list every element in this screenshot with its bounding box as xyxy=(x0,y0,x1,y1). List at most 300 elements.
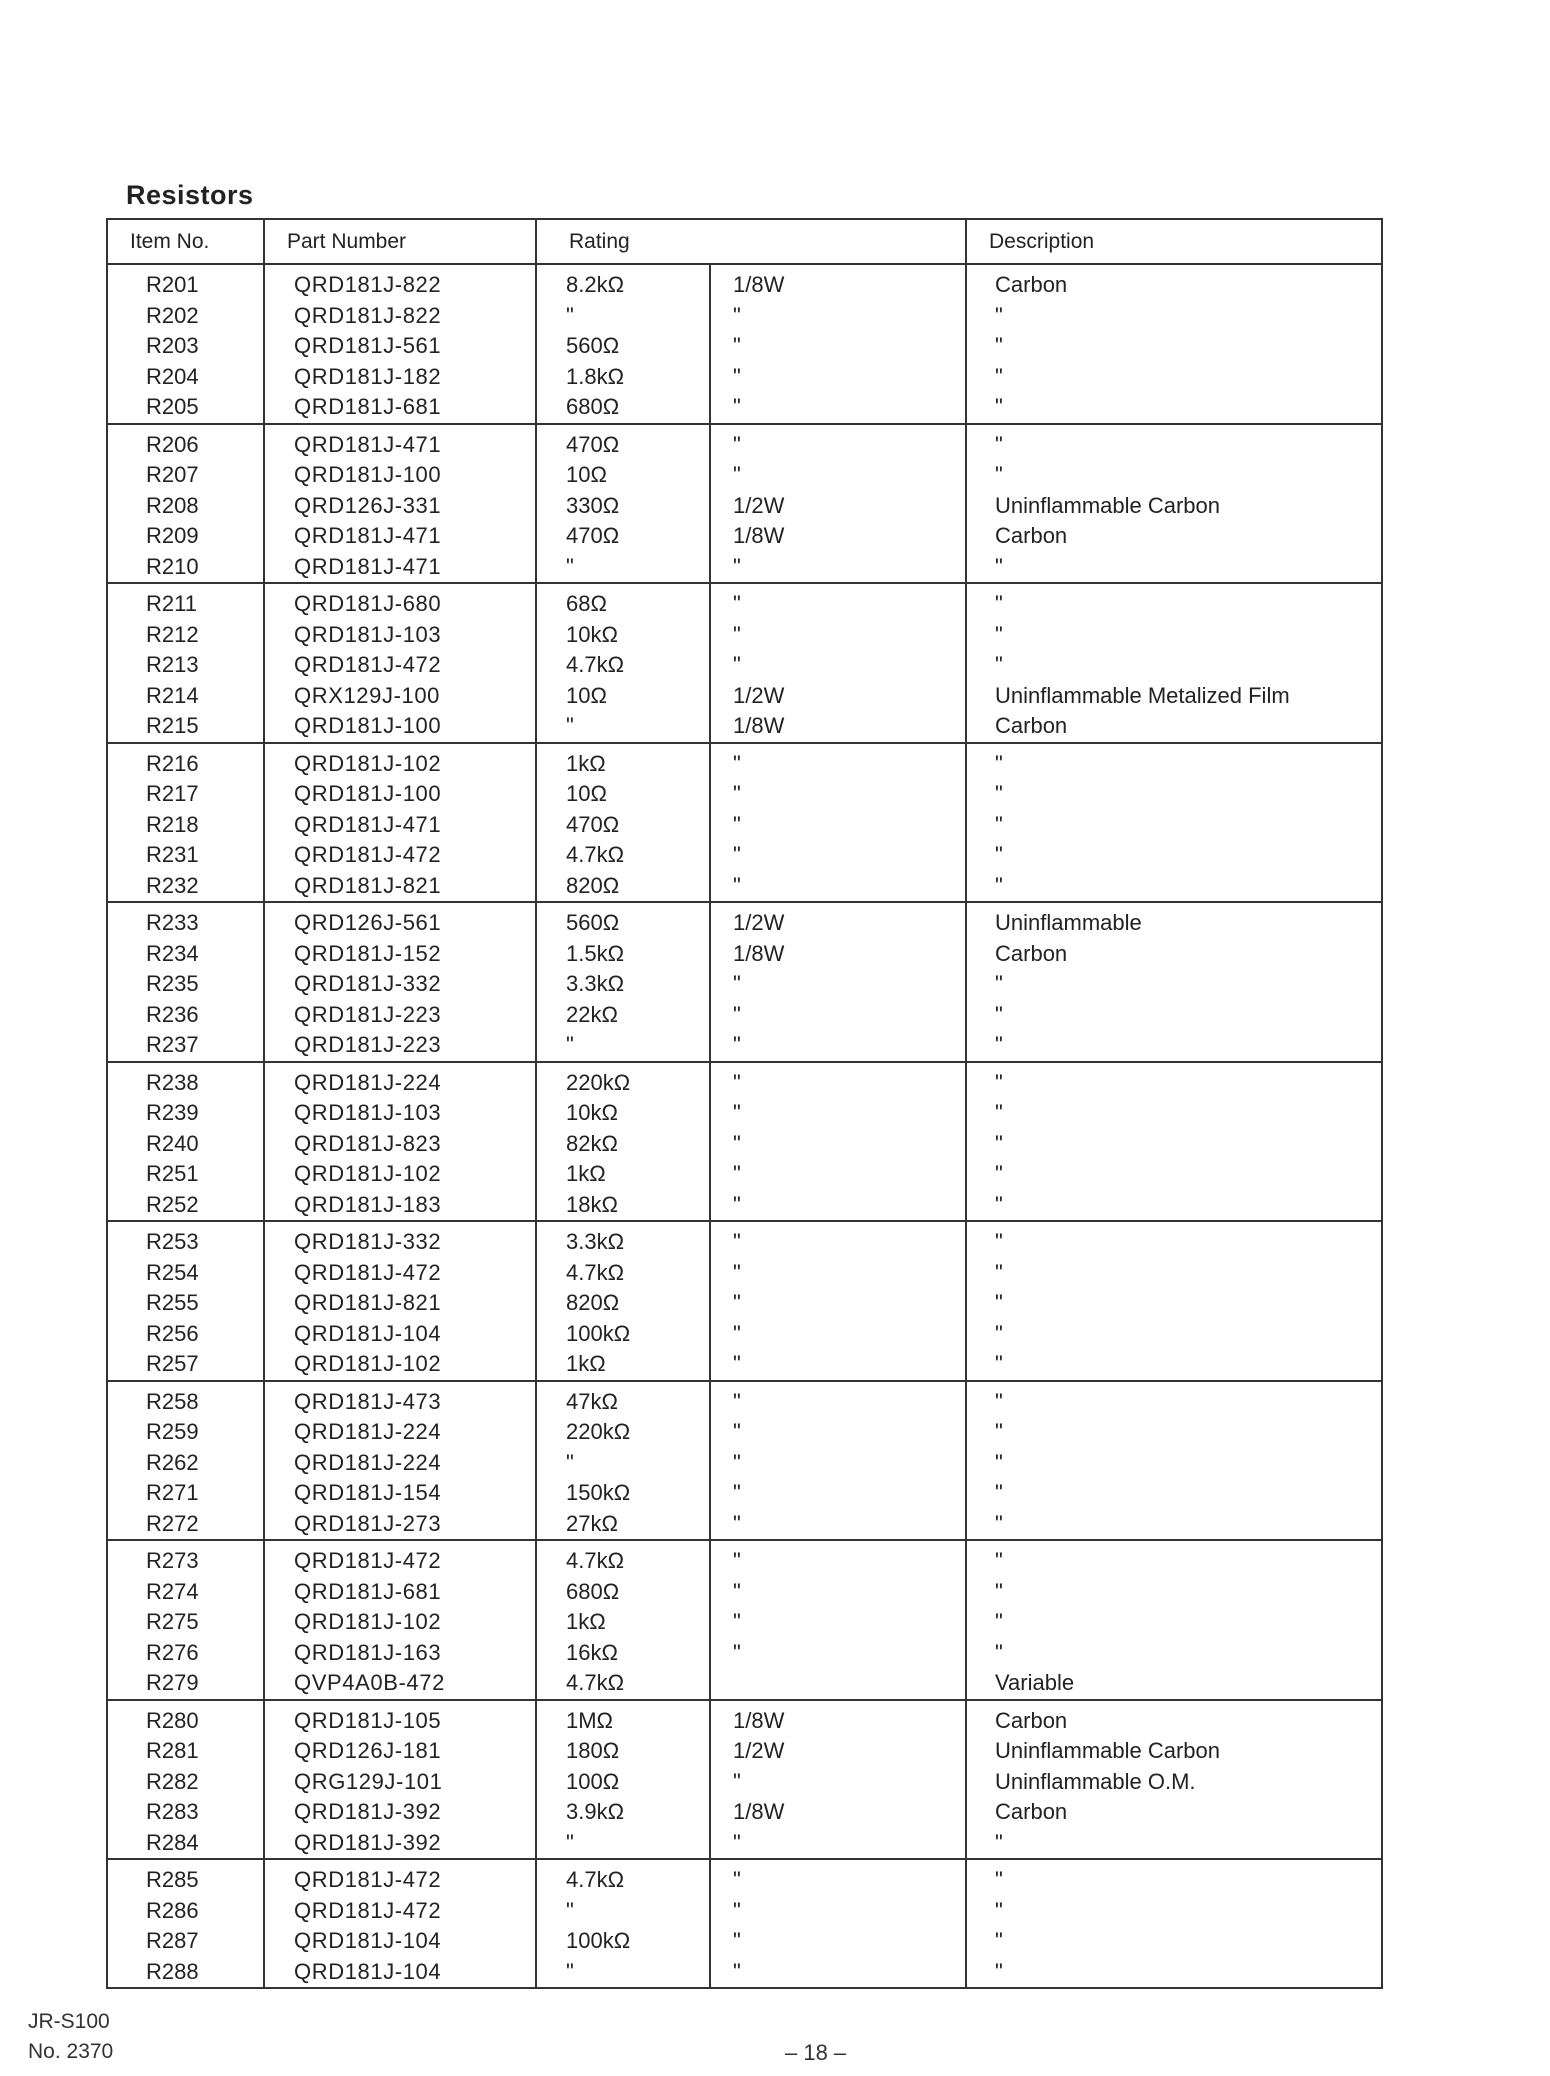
table-row xyxy=(107,1668,1382,1700)
page-number: – 18 – xyxy=(785,2040,847,2065)
rating-value-cell: 10kΩ xyxy=(536,620,710,651)
rating-wattage-cell: " xyxy=(710,871,966,903)
rating-value-cell: 8.2kΩ xyxy=(536,264,710,301)
description-cell: " xyxy=(966,743,1382,780)
rating-wattage-cell: 1/2W xyxy=(710,902,966,939)
rating-value-cell: 22kΩ xyxy=(536,1000,710,1031)
item-no-cell: R253 xyxy=(146,1229,199,1255)
rating-value-cell: 27kΩ xyxy=(536,1509,710,1541)
rating-wattage-cell: " xyxy=(710,1896,966,1927)
rating-value-cell: 3.9kΩ xyxy=(536,1797,710,1828)
part-number-cell: QRG129J-101 xyxy=(264,1767,536,1798)
description-cell: Uninflammable xyxy=(966,902,1382,939)
rating-value-cell: 100kΩ xyxy=(536,1926,710,1957)
rating-wattage-cell: " xyxy=(710,1319,966,1350)
rating-wattage-cell: " xyxy=(710,1349,966,1381)
part-number-cell: QRD181J-471 xyxy=(264,810,536,841)
item-no-cell: R280 xyxy=(146,1707,199,1733)
row-group xyxy=(107,1221,1382,1381)
item-no-cell: R271 xyxy=(146,1480,199,1506)
rating-value-cell: 680Ω xyxy=(536,392,710,424)
rating-wattage-cell: " xyxy=(710,460,966,491)
description-cell: " xyxy=(966,583,1382,620)
part-number-cell: QRD181J-471 xyxy=(264,424,536,461)
description-cell: " xyxy=(966,460,1382,491)
rating-wattage-cell: 1/8W xyxy=(710,521,966,552)
part-number-cell: QRD181J-100 xyxy=(264,711,536,743)
description-cell: " xyxy=(966,552,1382,584)
item-no-cell: R213 xyxy=(146,652,199,678)
part-number-cell: QRD181J-472 xyxy=(264,1540,536,1577)
rating-wattage-cell: " xyxy=(710,1159,966,1190)
row-group xyxy=(107,583,1382,743)
table-row xyxy=(107,681,1382,712)
rating-value-cell: 4.7kΩ xyxy=(536,650,710,681)
table-row xyxy=(107,1859,1382,1896)
rating-wattage-cell: " xyxy=(710,1190,966,1222)
item-no-cell: R288 xyxy=(146,1958,199,1984)
rating-wattage-cell: " xyxy=(710,810,966,841)
table-row xyxy=(107,1638,1382,1669)
rating-value-cell: 16kΩ xyxy=(536,1638,710,1669)
table-row xyxy=(107,1129,1382,1160)
part-number-cell: QRD181J-471 xyxy=(264,552,536,584)
description-cell: " xyxy=(966,1319,1382,1350)
rating-wattage-cell: 1/2W xyxy=(710,681,966,712)
rating-wattage-cell: " xyxy=(710,1828,966,1860)
part-number-cell: QRD181J-104 xyxy=(264,1957,536,1989)
part-number-cell: QRX129J-100 xyxy=(264,681,536,712)
description-cell: " xyxy=(966,1098,1382,1129)
description-cell: " xyxy=(966,301,1382,332)
part-number-cell: QRD181J-821 xyxy=(264,871,536,903)
rating-wattage-cell: " xyxy=(710,1577,966,1608)
row-group xyxy=(107,1540,1382,1700)
footer-doc-number: No. 2370 xyxy=(28,2040,114,2063)
part-number-cell: QRD181J-104 xyxy=(264,1926,536,1957)
table-row xyxy=(107,810,1382,841)
description-cell: " xyxy=(966,779,1382,810)
item-no-cell: R276 xyxy=(146,1639,199,1665)
rating-value-cell: " xyxy=(536,1828,710,1860)
rating-value-cell: 100Ω xyxy=(536,1767,710,1798)
rating-wattage-cell: " xyxy=(710,1381,966,1418)
description-cell: " xyxy=(966,1577,1382,1608)
row-group xyxy=(107,1700,1382,1860)
table-row xyxy=(107,1509,1382,1541)
part-number-cell: QRD181J-681 xyxy=(264,392,536,424)
part-number-cell: QRD181J-332 xyxy=(264,1221,536,1258)
description-cell: Uninflammable Metalized Film xyxy=(966,681,1382,712)
item-no-cell: R256 xyxy=(146,1320,199,1346)
row-group xyxy=(107,1859,1382,1988)
description-cell: " xyxy=(966,1129,1382,1160)
description-cell: Variable xyxy=(966,1668,1382,1700)
rating-wattage-cell: " xyxy=(710,1030,966,1062)
item-no-cell: R237 xyxy=(146,1032,199,1058)
table-row xyxy=(107,1349,1382,1381)
table-row xyxy=(107,650,1382,681)
table-row xyxy=(107,301,1382,332)
rating-value-cell: 68Ω xyxy=(536,583,710,620)
rating-value-cell: 10Ω xyxy=(536,779,710,810)
description-cell: " xyxy=(966,1478,1382,1509)
resistor-parts-table xyxy=(106,218,1383,1989)
description-cell: " xyxy=(966,871,1382,903)
item-no-cell: R283 xyxy=(146,1799,199,1825)
rating-value-cell: 1kΩ xyxy=(536,743,710,780)
rating-value-cell: 1kΩ xyxy=(536,1159,710,1190)
header-part-number: Part Number xyxy=(264,219,536,264)
rating-value-cell: 18kΩ xyxy=(536,1190,710,1222)
part-number-cell: QRD181J-223 xyxy=(264,1000,536,1031)
rating-wattage-cell: " xyxy=(710,424,966,461)
table-row xyxy=(107,939,1382,970)
item-no-cell: R238 xyxy=(146,1069,199,1095)
description-cell: " xyxy=(966,620,1382,651)
table-row xyxy=(107,1577,1382,1608)
rating-wattage-cell: " xyxy=(710,1859,966,1896)
table-row xyxy=(107,1221,1382,1258)
item-no-cell: R207 xyxy=(146,462,199,488)
description-cell: " xyxy=(966,1258,1382,1289)
description-cell: " xyxy=(966,1030,1382,1062)
item-no-cell: R215 xyxy=(146,713,199,739)
rating-wattage-cell: " xyxy=(710,1926,966,1957)
item-no-cell: R235 xyxy=(146,971,199,997)
item-no-cell: R279 xyxy=(146,1670,199,1696)
rating-value-cell: 1kΩ xyxy=(536,1349,710,1381)
table-row xyxy=(107,1797,1382,1828)
item-no-cell: R212 xyxy=(146,621,199,647)
header-item-no: Item No. xyxy=(107,219,264,264)
rating-wattage-cell: " xyxy=(710,1062,966,1099)
table-row xyxy=(107,1700,1382,1737)
description-cell: " xyxy=(966,1190,1382,1222)
rating-value-cell: " xyxy=(536,1448,710,1479)
rating-value-cell: 4.7kΩ xyxy=(536,1540,710,1577)
rating-value-cell: " xyxy=(536,552,710,584)
rating-wattage-cell: " xyxy=(710,1767,966,1798)
table-row xyxy=(107,1190,1382,1222)
item-no-cell: R285 xyxy=(146,1867,199,1893)
part-number-cell: QRD181J-681 xyxy=(264,1577,536,1608)
item-no-cell: R234 xyxy=(146,940,199,966)
rating-wattage-cell: " xyxy=(710,1540,966,1577)
rating-value-cell: " xyxy=(536,1896,710,1927)
item-no-cell: R284 xyxy=(146,1829,199,1855)
part-number-cell: QRD181J-680 xyxy=(264,583,536,620)
item-no-cell: R209 xyxy=(146,523,199,549)
description-cell: " xyxy=(966,1349,1382,1381)
part-number-cell: QVP4A0B-472 xyxy=(264,1668,536,1700)
rating-wattage-cell: " xyxy=(710,969,966,1000)
rating-wattage-cell: " xyxy=(710,1509,966,1541)
description-cell: " xyxy=(966,1828,1382,1860)
description-cell: " xyxy=(966,1607,1382,1638)
part-number-cell: QRD126J-181 xyxy=(264,1736,536,1767)
description-cell: " xyxy=(966,1381,1382,1418)
item-no-cell: R258 xyxy=(146,1388,199,1414)
description-cell: " xyxy=(966,650,1382,681)
part-number-cell: QRD181J-472 xyxy=(264,1896,536,1927)
item-no-cell: R251 xyxy=(146,1161,199,1187)
rating-wattage-cell: " xyxy=(710,1258,966,1289)
rating-value-cell: 220kΩ xyxy=(536,1417,710,1448)
part-number-cell: QRD181J-100 xyxy=(264,460,536,491)
table-row xyxy=(107,743,1382,780)
rating-value-cell: 1kΩ xyxy=(536,1607,710,1638)
part-number-cell: QRD126J-561 xyxy=(264,902,536,939)
item-no-cell: R211 xyxy=(146,591,197,617)
item-no-cell: R252 xyxy=(146,1191,199,1217)
description-cell: " xyxy=(966,1896,1382,1927)
rating-wattage-cell: " xyxy=(710,840,966,871)
description-cell: " xyxy=(966,1448,1382,1479)
part-number-cell: QRD181J-392 xyxy=(264,1828,536,1860)
item-no-cell: R217 xyxy=(146,781,199,807)
table-row xyxy=(107,840,1382,871)
part-number-cell: QRD181J-103 xyxy=(264,620,536,651)
table-row xyxy=(107,1062,1382,1099)
table-row xyxy=(107,362,1382,393)
item-no-cell: R214 xyxy=(146,682,199,708)
part-number-cell: QRD181J-224 xyxy=(264,1448,536,1479)
rating-wattage-cell: 1/8W xyxy=(710,264,966,301)
part-number-cell: QRD181J-104 xyxy=(264,1319,536,1350)
rating-wattage-cell: " xyxy=(710,392,966,424)
part-number-cell: QRD181J-102 xyxy=(264,1159,536,1190)
table-row xyxy=(107,779,1382,810)
row-group xyxy=(107,902,1382,1062)
rating-value-cell: 4.7kΩ xyxy=(536,840,710,871)
item-no-cell: R239 xyxy=(146,1100,199,1126)
rating-wattage-cell: " xyxy=(710,362,966,393)
rating-wattage-cell: " xyxy=(710,743,966,780)
item-no-cell: R257 xyxy=(146,1351,199,1377)
part-number-cell: QRD181J-472 xyxy=(264,650,536,681)
item-no-cell: R281 xyxy=(146,1738,199,1764)
rating-value-cell: 3.3kΩ xyxy=(536,969,710,1000)
rating-wattage-cell: " xyxy=(710,1000,966,1031)
rating-wattage-cell: 1/8W xyxy=(710,939,966,970)
section-title: Resistors xyxy=(126,180,254,210)
table-row xyxy=(107,552,1382,584)
description-cell: " xyxy=(966,1926,1382,1957)
item-no-cell: R208 xyxy=(146,492,199,518)
description-cell: " xyxy=(966,969,1382,1000)
rating-value-cell: " xyxy=(536,301,710,332)
table-row xyxy=(107,521,1382,552)
part-number-cell: QRD181J-821 xyxy=(264,1288,536,1319)
description-cell: " xyxy=(966,1540,1382,1577)
rating-wattage-cell xyxy=(710,1668,966,1700)
rating-wattage-cell: 1/2W xyxy=(710,491,966,522)
rating-wattage-cell: " xyxy=(710,1221,966,1258)
table-row xyxy=(107,424,1382,461)
rating-value-cell: 4.7kΩ xyxy=(536,1668,710,1700)
rating-wattage-cell: " xyxy=(710,650,966,681)
rating-wattage-cell: " xyxy=(710,1478,966,1509)
rating-value-cell: 150kΩ xyxy=(536,1478,710,1509)
rating-wattage-cell: 1/8W xyxy=(710,711,966,743)
description-cell: " xyxy=(966,331,1382,362)
rating-value-cell: 470Ω xyxy=(536,424,710,461)
table-row xyxy=(107,460,1382,491)
rating-wattage-cell: 1/2W xyxy=(710,1736,966,1767)
item-no-cell: R273 xyxy=(146,1548,199,1574)
table-row xyxy=(107,902,1382,939)
table-row xyxy=(107,1258,1382,1289)
rating-value-cell: " xyxy=(536,1030,710,1062)
part-number-cell: QRD181J-472 xyxy=(264,1258,536,1289)
item-no-cell: R255 xyxy=(146,1290,199,1316)
item-no-cell: R231 xyxy=(146,842,199,868)
part-number-cell: QRD181J-822 xyxy=(264,264,536,301)
table-row xyxy=(107,1767,1382,1798)
rating-wattage-cell: " xyxy=(710,1957,966,1989)
rating-wattage-cell: " xyxy=(710,1448,966,1479)
rating-wattage-cell: " xyxy=(710,1098,966,1129)
table-row xyxy=(107,1417,1382,1448)
rating-value-cell: 820Ω xyxy=(536,1288,710,1319)
rating-value-cell: 10kΩ xyxy=(536,1098,710,1129)
description-cell: " xyxy=(966,1159,1382,1190)
table-row xyxy=(107,1159,1382,1190)
item-no-cell: R233 xyxy=(146,910,199,936)
row-group xyxy=(107,264,1382,424)
table-row xyxy=(107,1926,1382,1957)
rating-value-cell: 470Ω xyxy=(536,810,710,841)
rating-wattage-cell: " xyxy=(710,301,966,332)
item-no-cell: R282 xyxy=(146,1768,199,1794)
part-number-cell: QRD181J-224 xyxy=(264,1417,536,1448)
description-cell: Carbon xyxy=(966,711,1382,743)
row-group xyxy=(107,424,1382,584)
item-no-cell: R202 xyxy=(146,302,199,328)
rating-wattage-cell: " xyxy=(710,1288,966,1319)
table-row xyxy=(107,583,1382,620)
part-number-cell: QRD181J-472 xyxy=(264,840,536,871)
item-no-cell: R272 xyxy=(146,1510,199,1536)
description-cell: " xyxy=(966,1957,1382,1989)
part-number-cell: QRD181J-473 xyxy=(264,1381,536,1418)
rating-wattage-cell: " xyxy=(710,1607,966,1638)
rating-wattage-cell: 1/8W xyxy=(710,1700,966,1737)
item-no-cell: R203 xyxy=(146,333,199,359)
table-row xyxy=(107,1030,1382,1062)
rating-value-cell: 680Ω xyxy=(536,1577,710,1608)
item-no-cell: R274 xyxy=(146,1578,199,1604)
item-no-cell: R201 xyxy=(146,272,199,298)
rating-value-cell: 47kΩ xyxy=(536,1381,710,1418)
rating-value-cell: 4.7kΩ xyxy=(536,1258,710,1289)
part-number-cell: QRD181J-822 xyxy=(264,301,536,332)
description-cell: Carbon xyxy=(966,1797,1382,1828)
part-number-cell: QRD126J-331 xyxy=(264,491,536,522)
description-cell: " xyxy=(966,840,1382,871)
item-no-cell: R218 xyxy=(146,811,199,837)
part-number-cell: QRD181J-102 xyxy=(264,1349,536,1381)
header-rating: Rating xyxy=(536,219,966,264)
part-number-cell: QRD181J-224 xyxy=(264,1062,536,1099)
rating-wattage-cell: " xyxy=(710,1129,966,1160)
description-cell: Carbon xyxy=(966,1700,1382,1737)
item-no-cell: R216 xyxy=(146,750,199,776)
table-row xyxy=(107,871,1382,903)
part-number-cell: QRD181J-332 xyxy=(264,969,536,1000)
rating-wattage-cell: " xyxy=(710,583,966,620)
description-cell: " xyxy=(966,1417,1382,1448)
rating-wattage-cell: 1/8W xyxy=(710,1797,966,1828)
table-row xyxy=(107,1319,1382,1350)
rating-wattage-cell: " xyxy=(710,1417,966,1448)
rating-value-cell: 4.7kΩ xyxy=(536,1859,710,1896)
description-cell: " xyxy=(966,1062,1382,1099)
part-number-cell: QRD181J-152 xyxy=(264,939,536,970)
description-cell: Carbon xyxy=(966,521,1382,552)
rating-value-cell: 330Ω xyxy=(536,491,710,522)
description-cell: " xyxy=(966,1509,1382,1541)
table-row xyxy=(107,264,1382,301)
part-number-cell: QRD181J-102 xyxy=(264,1607,536,1638)
rating-wattage-cell: " xyxy=(710,1638,966,1669)
table-row xyxy=(107,620,1382,651)
part-number-cell: QRD181J-163 xyxy=(264,1638,536,1669)
description-cell: " xyxy=(966,1288,1382,1319)
part-number-cell: QRD181J-472 xyxy=(264,1859,536,1896)
part-number-cell: QRD181J-182 xyxy=(264,362,536,393)
rating-wattage-cell: " xyxy=(710,779,966,810)
rating-wattage-cell: " xyxy=(710,620,966,651)
description-cell: " xyxy=(966,392,1382,424)
footer-model: JR-S100 xyxy=(28,2010,110,2033)
description-cell: Carbon xyxy=(966,264,1382,301)
table-row xyxy=(107,1448,1382,1479)
part-number-cell: QRD181J-183 xyxy=(264,1190,536,1222)
description-cell: " xyxy=(966,1000,1382,1031)
row-group xyxy=(107,743,1382,903)
rating-value-cell: 820Ω xyxy=(536,871,710,903)
rating-value-cell: 560Ω xyxy=(536,902,710,939)
item-no-cell: R210 xyxy=(146,553,199,579)
rating-value-cell: 560Ω xyxy=(536,331,710,362)
description-cell: Uninflammable O.M. xyxy=(966,1767,1382,1798)
table-row xyxy=(107,1957,1382,1989)
table-row xyxy=(107,491,1382,522)
rating-value-cell: 220kΩ xyxy=(536,1062,710,1099)
part-number-cell: QRD181J-100 xyxy=(264,779,536,810)
description-cell: " xyxy=(966,424,1382,461)
rating-value-cell: 180Ω xyxy=(536,1736,710,1767)
table-row xyxy=(107,1540,1382,1577)
item-no-cell: R287 xyxy=(146,1928,199,1954)
rating-value-cell: 10Ω xyxy=(536,681,710,712)
table-row xyxy=(107,1000,1382,1031)
description-cell: " xyxy=(966,1859,1382,1896)
rating-value-cell: " xyxy=(536,711,710,743)
table-row xyxy=(107,1288,1382,1319)
rating-value-cell: 1MΩ xyxy=(536,1700,710,1737)
table-row xyxy=(107,1607,1382,1638)
item-no-cell: R254 xyxy=(146,1259,199,1285)
description-cell: Uninflammable Carbon xyxy=(966,1736,1382,1767)
rating-value-cell: 1.8kΩ xyxy=(536,362,710,393)
table-header-row xyxy=(107,219,1382,264)
item-no-cell: R286 xyxy=(146,1897,199,1923)
rating-value-cell: 470Ω xyxy=(536,521,710,552)
rating-value-cell: 10Ω xyxy=(536,460,710,491)
